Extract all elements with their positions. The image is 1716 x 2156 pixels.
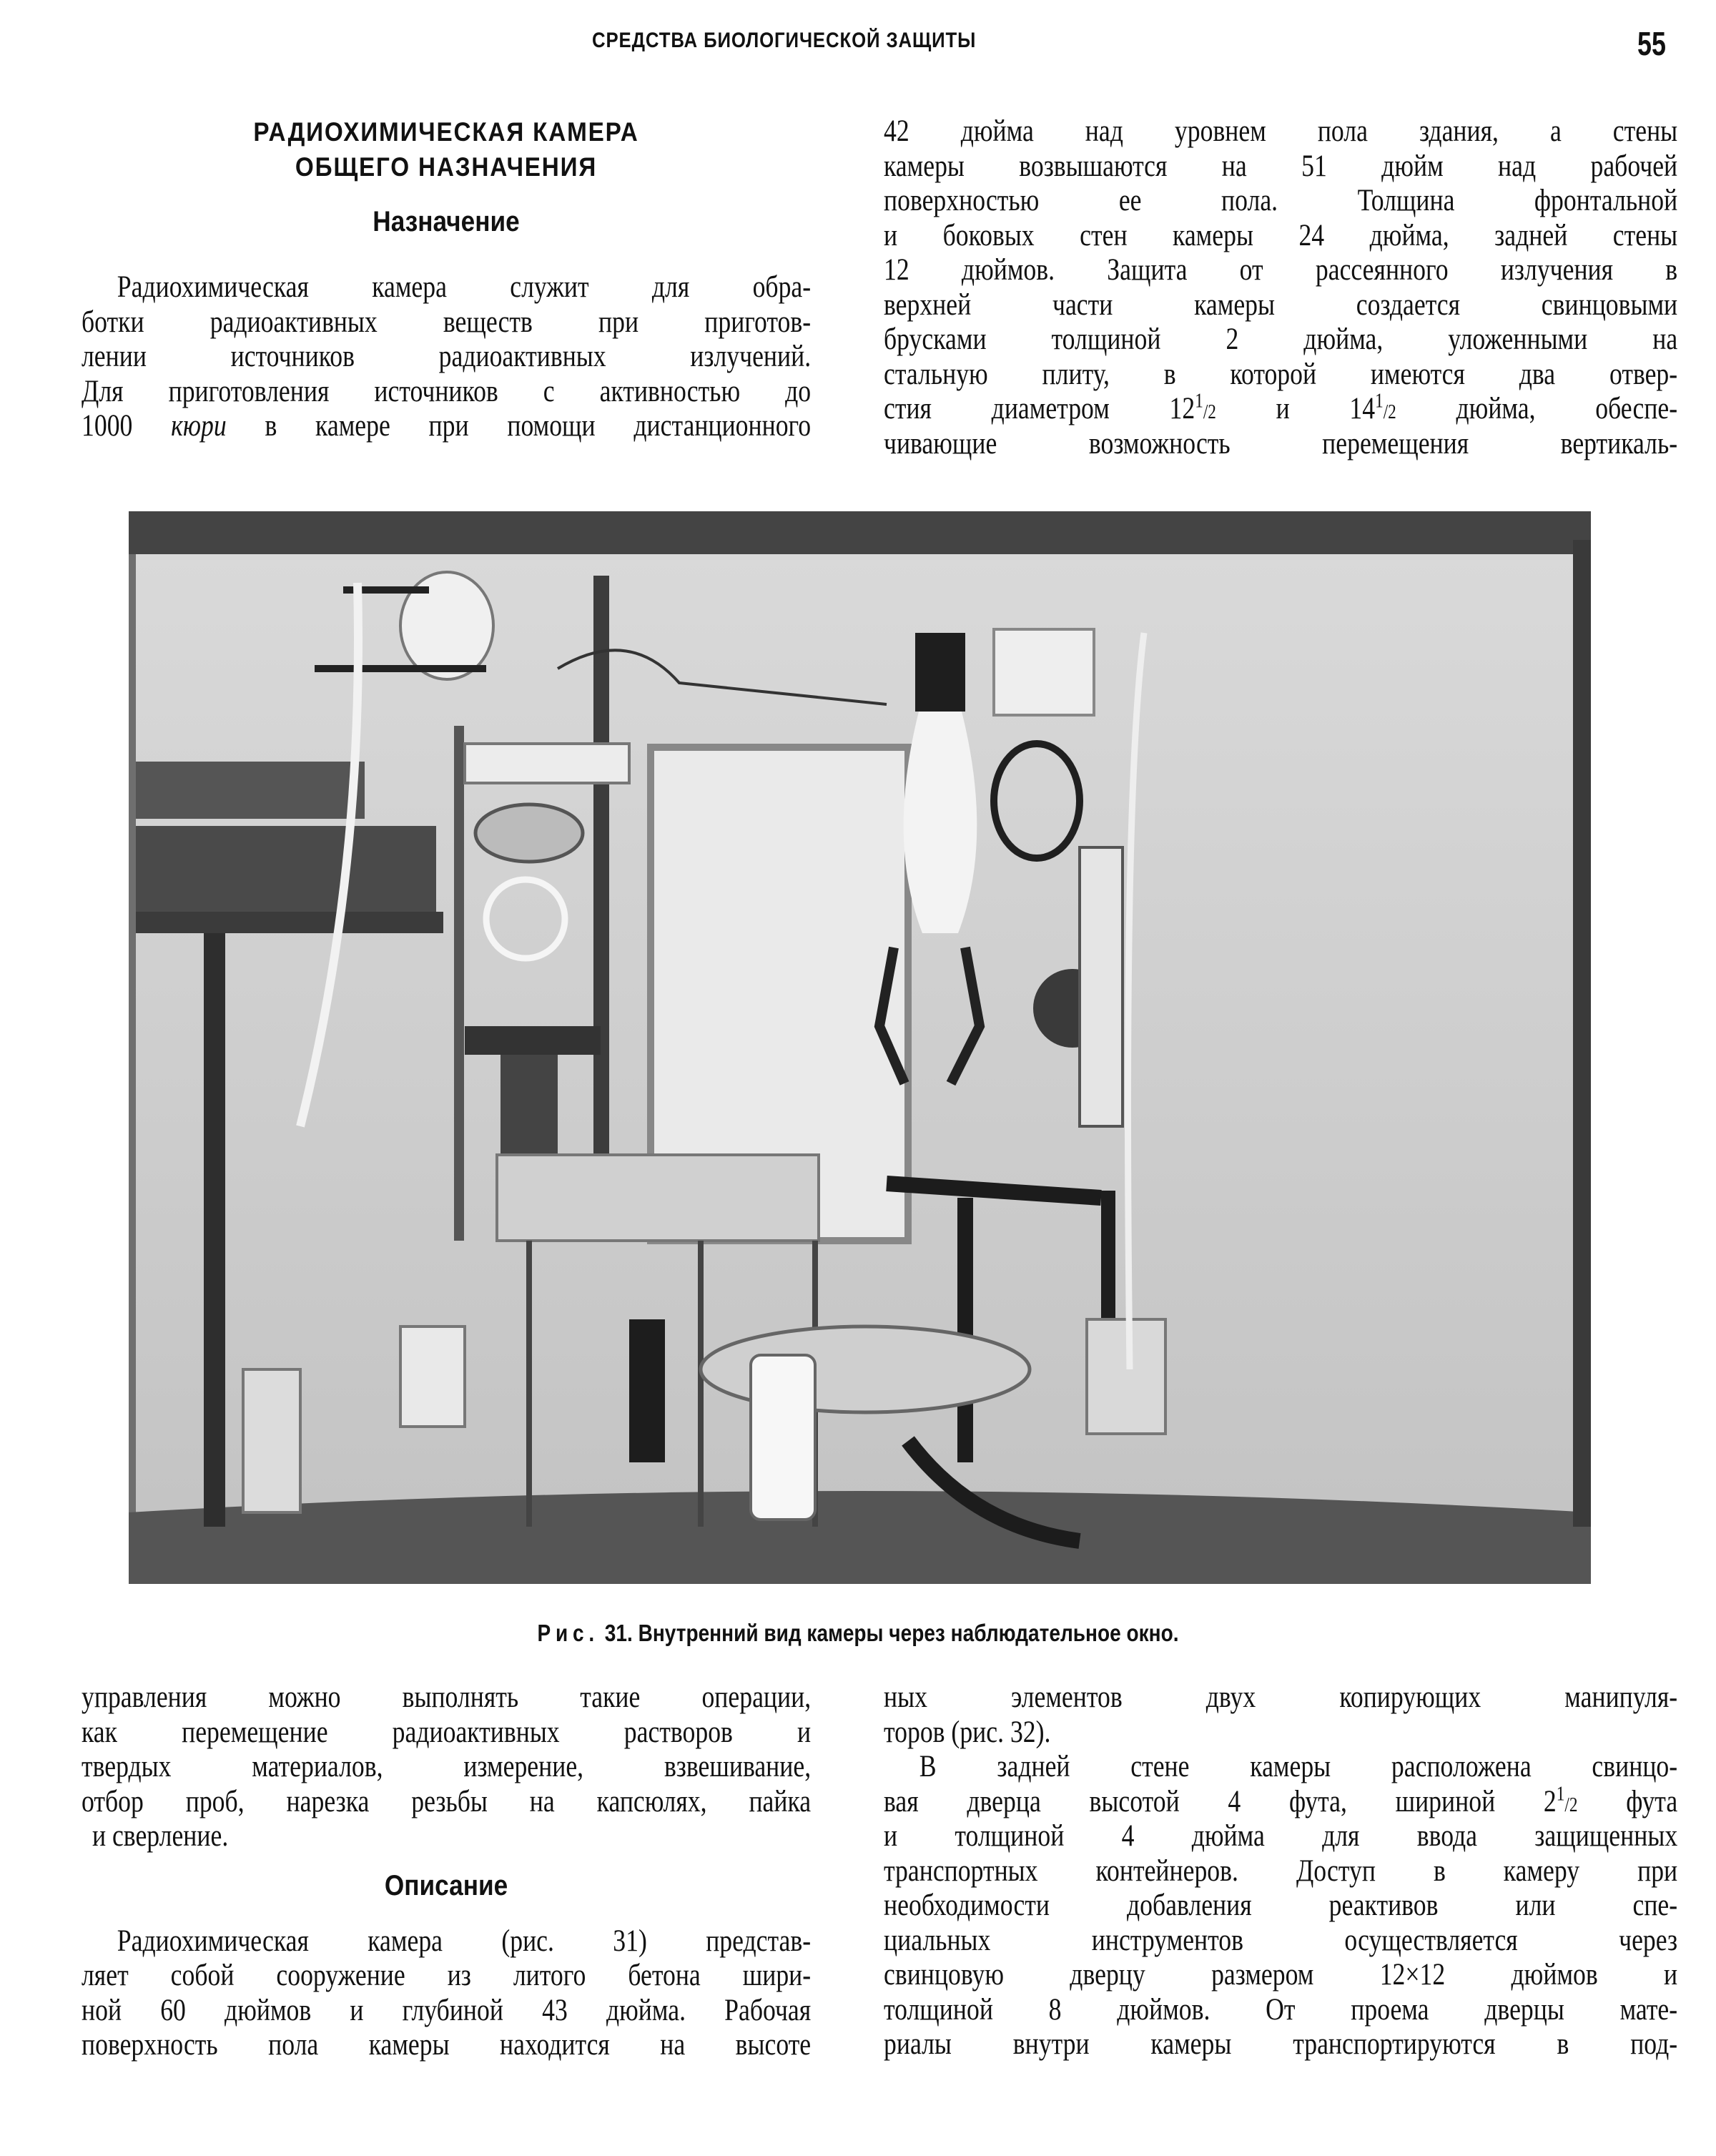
text-run: в камере при помощи дистанционного <box>226 409 812 443</box>
figure-photo-chamber-interior <box>129 511 1591 1584</box>
text-line <box>82 409 811 444</box>
page-number: 55 <box>1637 25 1666 62</box>
text-line: ляет собой сооружение из литого бетона шири- <box>82 1959 812 1992</box>
italic-unit-curie: кюри <box>171 409 227 443</box>
press-crosshead <box>465 744 629 783</box>
lead-bricks-upper <box>136 762 365 819</box>
text-run: фута <box>1577 1784 1678 1818</box>
text-line: 42 дюйма над уровнем пола здания, а стены <box>884 114 1678 148</box>
text-line: ных элементов двух копирующих манипуля- <box>884 1680 1678 1714</box>
text-line: и сверление. <box>92 1819 229 1853</box>
article-title-line-1: РАДИОХИМИЧЕСКАЯ КАМЕРА <box>253 117 639 147</box>
text-line: поверхностью ее пола. Толщина фронтальной <box>884 184 1678 217</box>
running-title: СРЕДСТВА БИОЛОГИЧЕСКОЙ ЗАЩИТЫ <box>592 29 977 52</box>
fraction-numerator: 1 <box>1556 1783 1565 1806</box>
text-line: Радиохимическая камера (рис. 31) представ- <box>117 1924 812 1958</box>
water-bottle <box>751 1355 815 1520</box>
right-column-bottom <box>884 1680 1677 2062</box>
text-line: транспортных контейнеров. Доступ в камеру при <box>884 1854 1678 1888</box>
text-line: верхней части камеры создается свинцовыми <box>884 287 1678 322</box>
text-line: ботки радиоактивных веществ при приготов- <box>82 305 812 339</box>
text-line: 12 дюймов. Защита от рассеянного излучения в <box>884 253 1678 287</box>
press-base <box>465 1026 601 1055</box>
wall-box <box>994 629 1094 715</box>
text-line <box>884 392 1677 427</box>
threaded-rod <box>593 576 609 1241</box>
text-line: управления можно выполнять такие операции, <box>82 1680 812 1714</box>
manipulator-boot <box>904 712 977 933</box>
manipulator-head <box>915 633 965 712</box>
caption-label: Рис. <box>537 1620 599 1646</box>
lead-brick-table-top <box>497 1155 819 1241</box>
text-line: толщиной 8 дюймов. От проема дверцы мате- <box>884 1992 1678 2027</box>
lead-bricks-middle <box>136 826 436 912</box>
text-line: ной 60 дюймов и глубиной 43 дюйма. Рабочая <box>82 1993 812 2027</box>
text-line: торов (рис. 32). <box>884 1715 1051 1749</box>
text-line: твердых материалов, измерение, взвешивание, <box>82 1750 812 1783</box>
article-title-line-2: ОБЩЕГО НАЗНАЧЕНИЯ <box>295 152 598 182</box>
dark-bottle <box>629 1319 665 1462</box>
fraction-denominator: /2 <box>1203 401 1216 423</box>
text-line: отбор проб, нарезка резьбы на капсюлях, пайка <box>82 1784 812 1818</box>
left-column-top <box>82 114 811 444</box>
text-run: вая дверца высотой 4 фута, шириной 2 <box>884 1784 1557 1818</box>
photo-illustration <box>129 511 1591 1584</box>
scale-post <box>1101 1191 1115 1334</box>
beaker-left <box>243 1369 300 1512</box>
text-line: лении источников радиоактивных излучений. <box>82 340 812 373</box>
text-line <box>884 1785 1677 1820</box>
fraction-numerator: 1 <box>1195 390 1203 413</box>
text-run: дюйма, обеспе- <box>1396 392 1678 425</box>
caption-text: 31. Внутренний вид камеры через наблюдательное окно. <box>598 1620 1179 1646</box>
text-line: необходимости добавления реактивов или спе- <box>884 1889 1678 1922</box>
fraction-numerator: 1 <box>1375 390 1384 413</box>
press-cylinder <box>500 1055 558 1169</box>
text-run: стия диаметром 12 <box>884 392 1195 425</box>
figure-caption <box>129 1620 1587 1647</box>
text-line: чивающие возможность перемещения вертикаль- <box>884 426 1678 461</box>
beaker <box>400 1326 465 1427</box>
text-line: циальных инструментов осуществляется через <box>884 1923 1678 1957</box>
support-post <box>204 933 225 1527</box>
threaded-rod <box>454 726 464 1241</box>
section-heading-description: Описание <box>384 1869 508 1901</box>
text-line: поверхность пола камеры находится на высоте <box>82 2028 812 2062</box>
text-line: В задней стене камеры расположена свинцо- <box>919 1750 1678 1783</box>
frame-right <box>1573 540 1591 1527</box>
left-column-bottom <box>82 1680 811 2063</box>
text-line: как перемещение радиоактивных растворов и <box>82 1715 812 1749</box>
fraction-denominator: /2 <box>1564 1793 1578 1816</box>
text-line: Радиохимическая камера служит для обра- <box>117 270 812 304</box>
text-run: и 14 <box>1216 392 1376 425</box>
running-header <box>0 25 1716 72</box>
text-run: 1000 <box>82 409 172 443</box>
section-heading-purpose: Назначение <box>373 206 520 237</box>
frame-top <box>129 511 1591 554</box>
press-platen <box>475 804 583 862</box>
text-line: брусками толщиной 2 дюйма, уложенными на <box>884 323 1678 356</box>
right-column-top <box>884 114 1677 461</box>
text-line: свинцовую дверцу размером 12×12 дюймов и <box>884 1958 1678 1992</box>
lead-shelf <box>136 912 443 933</box>
fraction-denominator: /2 <box>1383 401 1396 423</box>
text-line: и толщиной 4 дюйма для ввода защищенных <box>884 1819 1678 1853</box>
text-line: стальную плиту, в которой имеются два отвер- <box>884 357 1678 391</box>
text-line: риалы внутри камеры транспортируются в под- <box>884 2027 1678 2061</box>
frame-bottom-curve <box>129 1491 1591 1584</box>
text-line: камеры возвышаются на 51 дюйм над рабочей <box>884 149 1678 183</box>
vertical-panel <box>1080 847 1123 1126</box>
text-line: и боковых стен камеры 24 дюйма, задней стены <box>884 218 1678 252</box>
text-line: Для приготовления источников с активностью до <box>82 374 812 408</box>
